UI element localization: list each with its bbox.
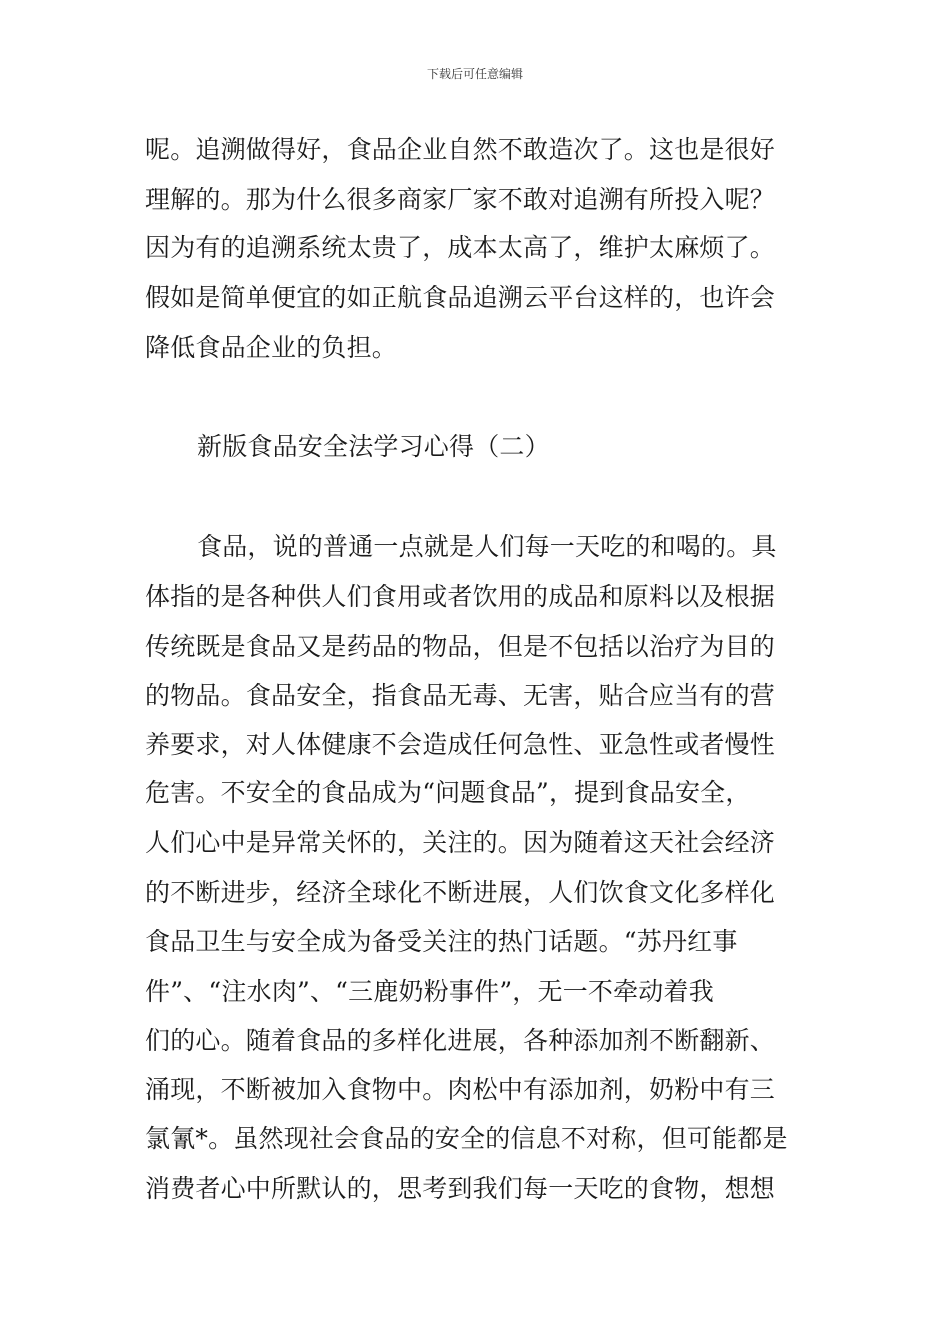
paragraph-line: 涌现，不断被加入食物中。肉松中有添加剂，奶粉中有三 <box>145 1075 776 1104</box>
page-header-note: 下载后可任意编辑 <box>426 67 523 81</box>
paragraph-line: 体指的是各种供人们食用或者饮用的成品和原料以及根据 <box>145 582 776 611</box>
paragraph-line: 的不断进步，经济全球化不断进展，人们饮食文化多样化 <box>145 878 776 907</box>
paragraph-line: 降低食品企业的负担。 <box>145 333 398 362</box>
paragraph-line: 传统既是食品又是药品的物品，但是不包括以治疗为目的 <box>145 632 776 661</box>
paragraph-line: 消费者心中所默认的，思考到我们每一天吃的食物，想想 <box>145 1174 776 1203</box>
paragraph-line: 氯氰*。虽然现社会食品的安全的信息不对称，但可能都是 <box>145 1124 788 1153</box>
paragraph-line: 理解的。那为什么很多商家厂家不敢对追溯有所投入呢？ <box>145 185 776 214</box>
paragraph-line: 食品卫生与安全成为备受关注的热门话题。“苏丹红事 <box>145 927 738 956</box>
paragraph-line: 食品，说的普通一点就是人们每一天吃的和喝的。具 <box>197 532 777 561</box>
paragraph-line: 危害。不安全的食品成为“问题食品”，提到食品安全， <box>145 778 751 807</box>
paragraph-line: 因为有的追溯系统太贵了，成本太高了，维护太麻烦了。 <box>145 233 776 262</box>
paragraph-line: 们的心。随着食品的多样化进展，各种添加剂不断翻新、 <box>145 1026 776 1055</box>
paragraph-line: 养要求，对人体健康不会造成任何急性、亚急性或者慢性 <box>145 730 776 759</box>
paragraph-line: 的物品。食品安全，指食品无毒、无害，贴合应当有的营 <box>145 681 776 710</box>
paragraph-line: 件”、“注水肉”、“三鹿奶粉事件”，无一不牵动着我 <box>145 977 714 1006</box>
paragraph-line: 人们心中是异常关怀的，关注的。因为随着这天社会经济 <box>145 828 776 857</box>
paragraph-line: 假如是简单便宜的如正航食品追溯云平台这样的，也许会 <box>145 283 776 312</box>
paragraph-line: 呢。追溯做得好，食品企业自然不敢造次了。这也是很好 <box>145 135 776 164</box>
section-title: 新版食品安全法学习心得（二） <box>197 432 550 461</box>
